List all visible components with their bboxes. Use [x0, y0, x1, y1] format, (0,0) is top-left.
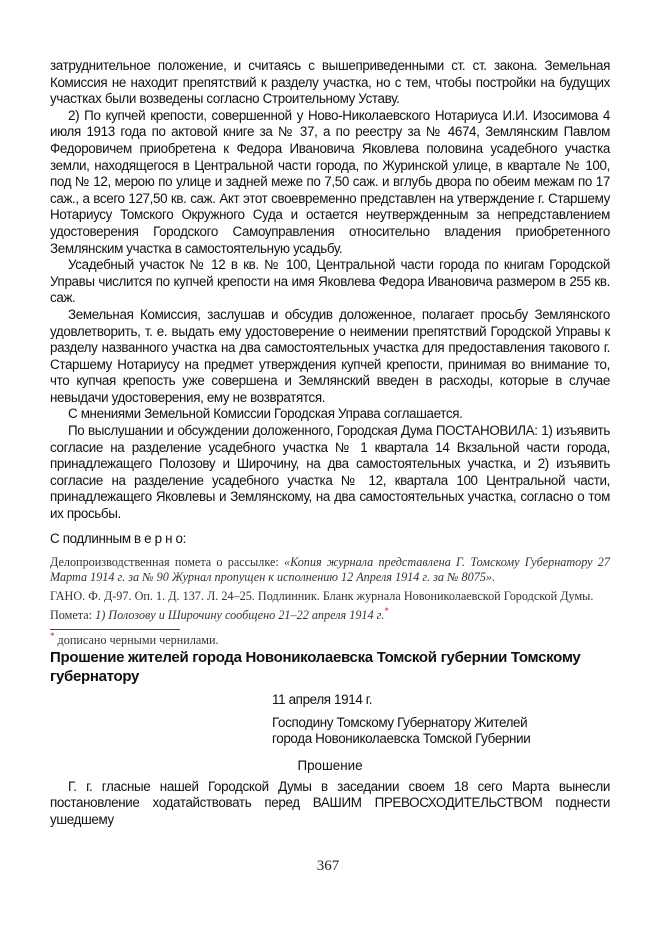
paragraph-5: С мнениями Земельной Комиссии Городская Управа соглашается.	[68, 406, 463, 422]
petition-text: Г. г. гласные нашей Городской Думы в заседании своем 18 сего Марта вынесли постановление ходатайствовать перед ВАШИМ ПРЕВОСХОДИТЕЛЬСТВОМ поднести ушедшему	[50, 778, 610, 827]
addressee-block	[272, 715, 610, 748]
paragraph-2: 2) По купчей крепости, совершенной у Ново-Николаевского Нотариуса И.И. Изосимова 4 июля 1913 года по актовой книге за № 37, а по реестру за № 4674, Землянским Павлом Федоровичем приобретена к Федора Ивановича Яковлева половина усадебного участка земли, находящегося в Центральной части города, по Журинской улице, в квартале № 100, под № 12, мерою по улице и задней меже по 7,50 саж. и вглубь двора по обеим межам по 17 саж., а всего 127,50 кв. саж. Акт этот своевременно представлен на утверждение г. Старшему Нотариусу Томского Окружного Суда и остается неутвержденным за непредставлением удостоверения Городского Самоуправления относительно владения приобретенного Землянским участка в самостоятельную усадьбу.	[50, 107, 610, 256]
archive-reference: ГАНО. Ф. Д-97. Оп. 1. Д. 137. Л. 24–25. Подлинник. Бланк журнала Новониколаевской Городской Думы.	[50, 589, 594, 604]
office-note-label: Делопроизводственная помета о рассылке:	[50, 555, 284, 570]
paragraph-4: Земельная Комиссия, заслушав и обсудив доложенное, полагает просьбу Землянского удовлетворить, т. е. выдать ему удостоверение о неимении препятствий Городской Управы к разделу названного участка на два самостоятельных участка для предоставления такового г. Старшему Нотариусу на предмет утверждения купчей крепости, принимая во внимание то, что купчая крепость уже совершена и Землянский введен в расходы, которые в случае невыдачи удостоверения, ему не возвратятся.	[50, 306, 610, 405]
footnote-marker: *	[384, 606, 389, 617]
paragraph-6: По выслушании и обсуждении доложенного, Городская Дума ПОСТАНОВИЛА: 1) изъявить согласие на разделение усадебного участка № 1 квартала 14 Вкзальной части города, принадлежащего Полозову и Широчину, на два самостоятельных участка, и 2) изъявить согласие на разделение усадебного участка № 12, квартала 100 Центральной части, принадлежащего Яковлевы и Землянскому, на два самостоятельных участка, согласно о том их просьбы.	[50, 423, 610, 522]
addressee-line-2: города Новониколаевска Томской Губернии	[272, 731, 531, 747]
mark-note-text: 1) Полозову и Широчину сообщено 21–22 апреля 1914 г.	[95, 608, 385, 623]
office-note	[50, 555, 610, 585]
footnote-text: дописано черными чернилами.	[54, 633, 219, 648]
footnote	[50, 633, 610, 648]
document-heading: Прошение жителей города Новониколаевска Томской губернии Томскому губернатору	[50, 649, 581, 686]
certified-original-mark: С подлинным в е р н о:	[50, 530, 186, 546]
page-number: 367	[316, 858, 340, 874]
paragraph-3: Усадебный участок № 12 в кв. № 100, Центральной части города по книгам Городской Управы числится по купчей крепости на имя Яковлева Федора Ивановича размером в 255 кв. саж.	[50, 257, 610, 306]
footnote-marker-ref: *	[50, 631, 55, 642]
office-note-text: «Копия журнала представлена Г. Томскому Губернатору 27 Марта 1914 г. за № 90 Журнал пропущен к исполнению 12 Апреля 1914 г. за № 8075».	[50, 555, 610, 585]
page-content	[50, 58, 610, 828]
mark-note	[50, 608, 610, 623]
document-date: 11 апреля 1914 г.	[272, 692, 373, 708]
mark-note-label: Помета:	[50, 608, 96, 623]
paragraph-1: затруднительное положение, и считаясь с вышеприведенными ст. ст. закона. Земельная Комиссия не находит препятствий к разделу участка, но с тем, чтобы постройки на будущих участках были возведены согласно Строительному Уставу.	[50, 58, 610, 107]
petition-title: Прошение	[297, 758, 363, 773]
footnote-divider	[50, 629, 180, 630]
addressee-line-1: Господину Томскому Губернатору Жителей	[272, 714, 528, 730]
